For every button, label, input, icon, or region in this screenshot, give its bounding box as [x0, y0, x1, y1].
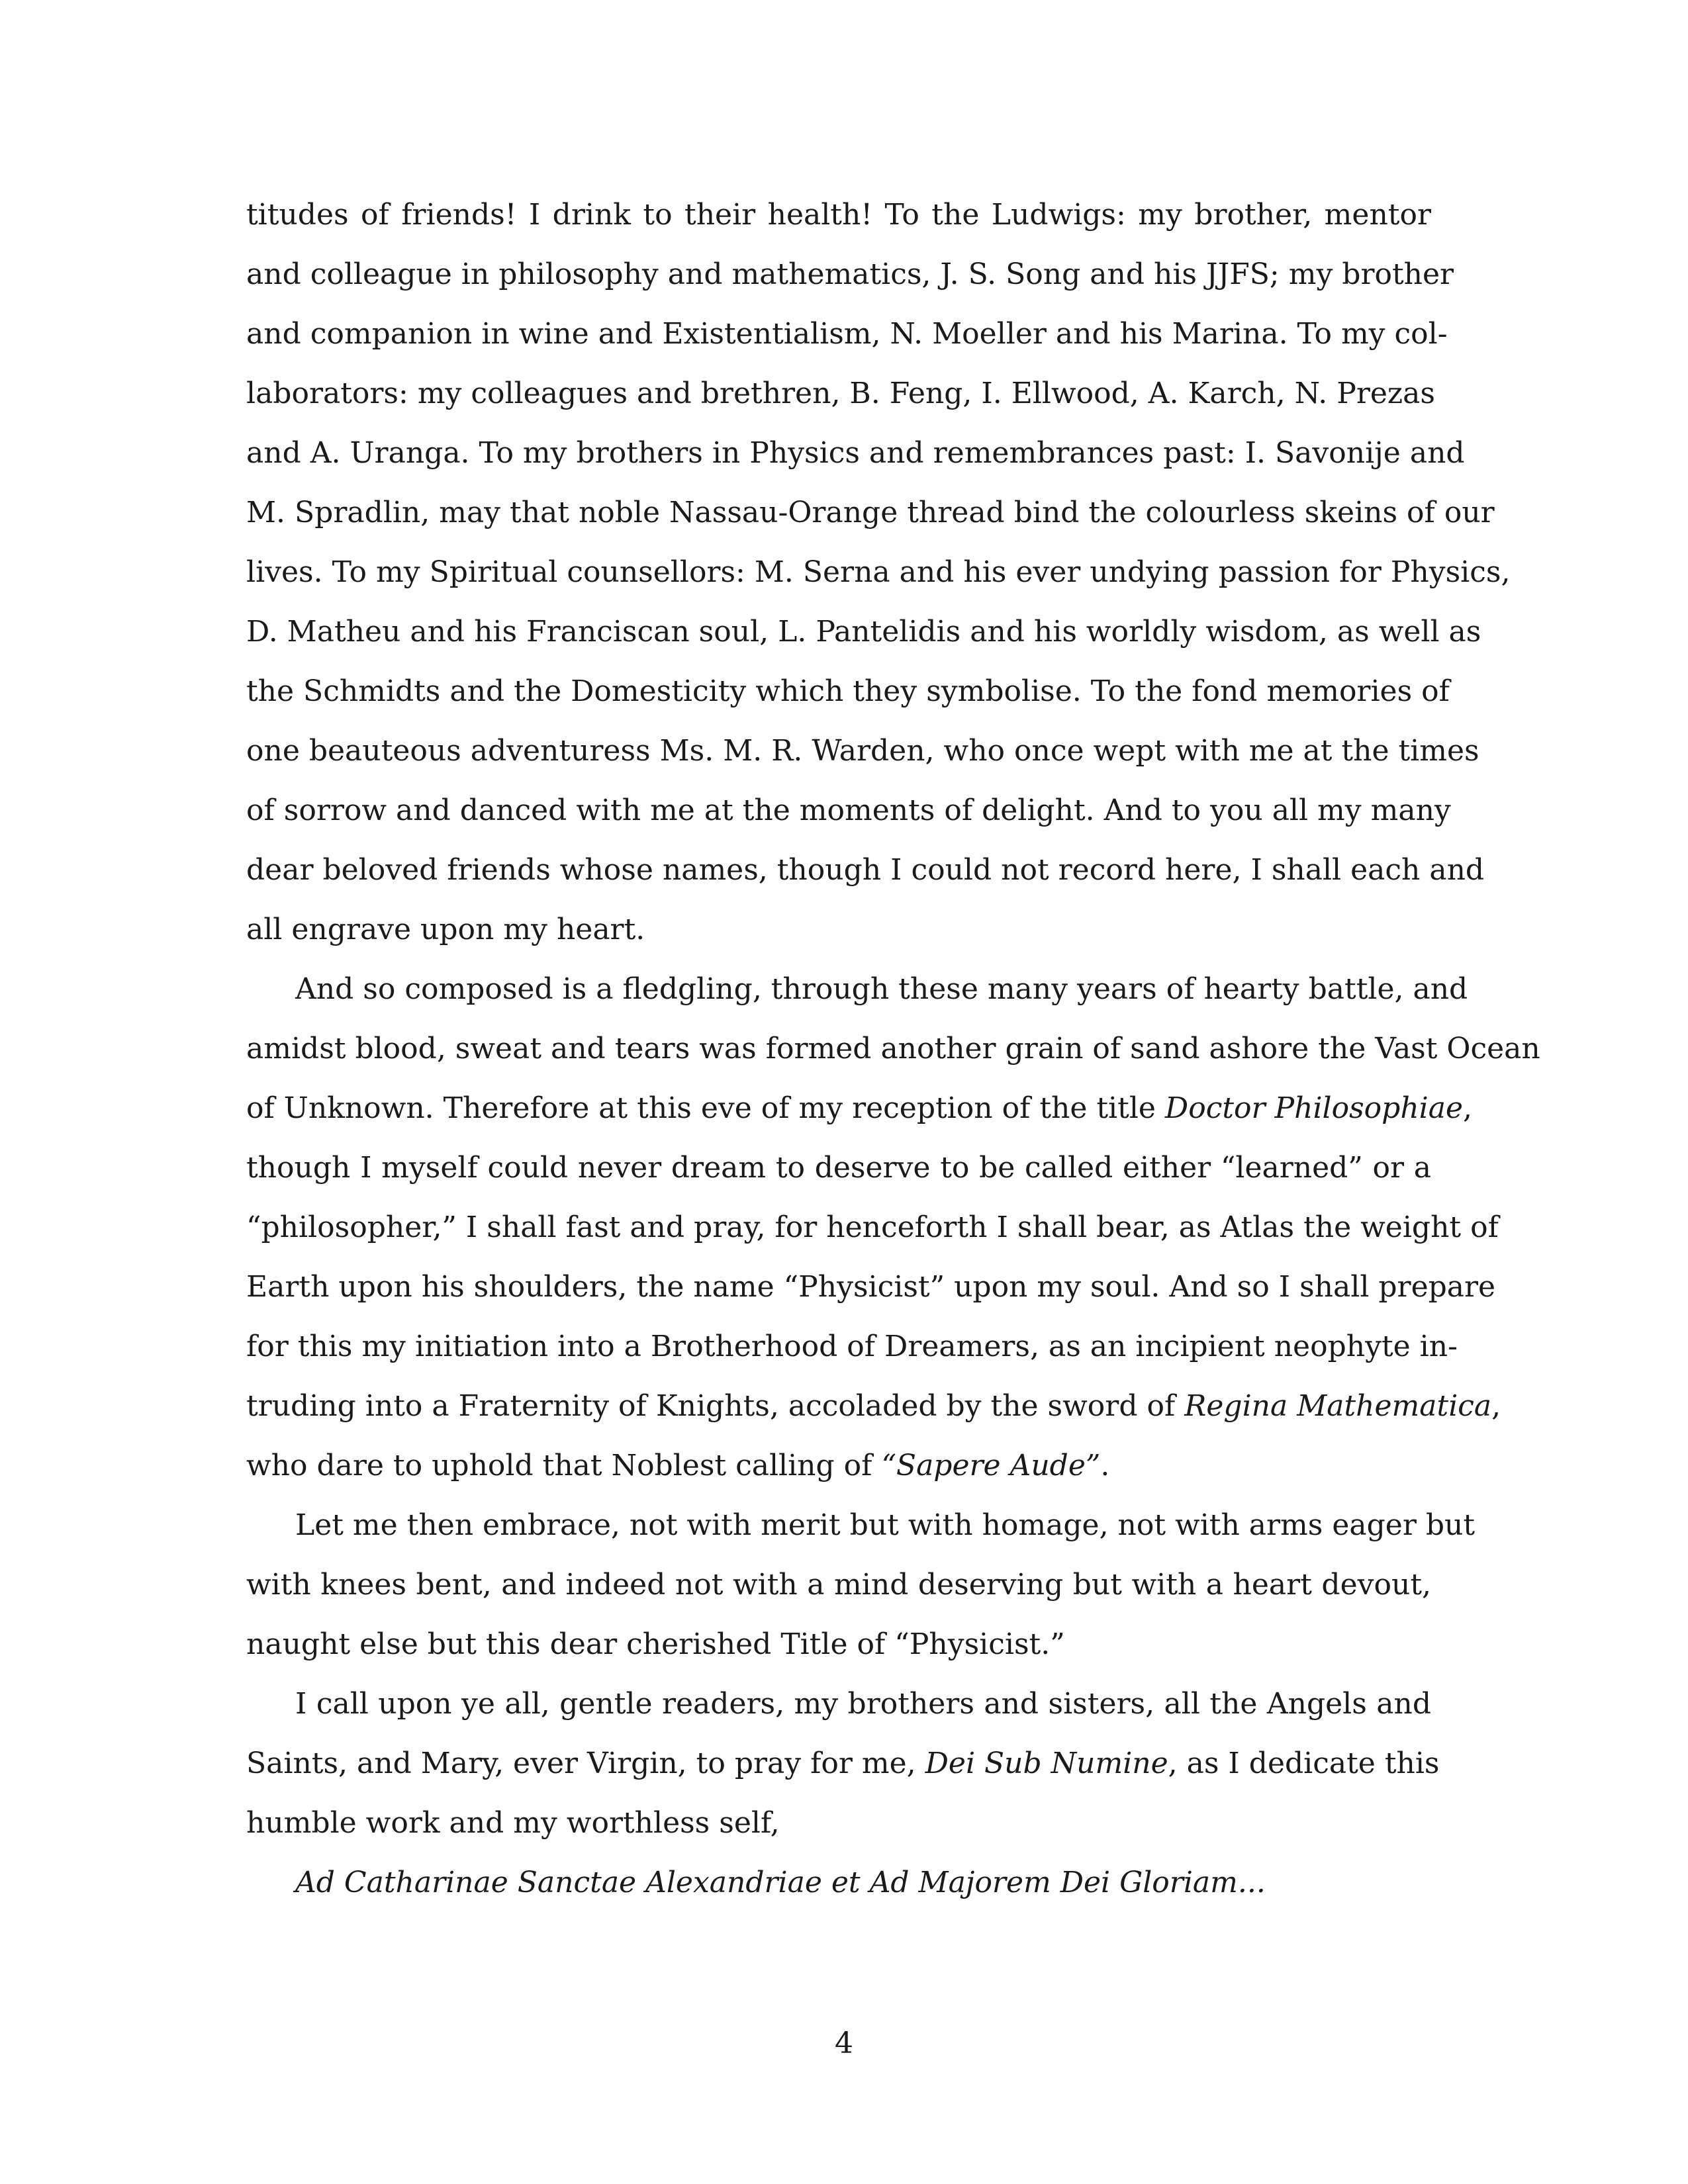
text-line [246, 1377, 1501, 1436]
text-line: for this my initiation into a Brotherhood of Dreamers, as an incipient neophyte in- [246, 1330, 1458, 1363]
document-page [246, 185, 1540, 1913]
text-line [246, 1734, 1440, 1794]
text-line: D. Matheu and his Franciscan soul, L. Pantelidis and his worldly wisdom, as well as [246, 615, 1481, 649]
closing-text: Ad Catharinae Sanctae Alexandriae et Ad Majorem Dei Gloriam... [295, 1866, 1266, 1899]
text-line: M. Spradlin, may that noble Nassau-Orange thread bind the colourless skeins of our [246, 496, 1495, 529]
paragraph-acknowledgements [246, 185, 1511, 960]
text-line: titudes of friends! I drink to their health! To the Ludwigs: my brother, mentor [246, 198, 1431, 232]
text-run: , [1463, 1091, 1473, 1125]
text-line: laborators: my colleagues and brethren, B. Feng, I. Ellwood, A. Karch, N. Prezas [246, 377, 1435, 410]
text-line: Let me then embrace, not with merit but with homage, not with arms eager but [295, 1508, 1476, 1542]
text-run: Saints, and Mary, ever Virgin, to pray for me, [246, 1747, 925, 1780]
paragraph-embrace [246, 1496, 1476, 1674]
text-line: the Schmidts and the Domesticity which they symbolise. To the fond memories of [246, 674, 1450, 708]
text-line: I call upon ye all, gentle readers, my brothers and sisters, all the Angels and [295, 1687, 1431, 1721]
text-line: amidst blood, sweat and tears was formed another grain of sand ashore the Vast Ocean [246, 1032, 1540, 1066]
text-line: one beauteous adventuress Ms. M. R. Warden, who once wept with me at the times [246, 734, 1479, 768]
text-line: of sorrow and danced with me at the moments of delight. And to you all my many [246, 794, 1451, 827]
text-line: dear beloved friends whose names, though I could not record here, I shall each and [246, 853, 1485, 887]
text-run: who dare to uphold that Noblest calling of [246, 1449, 882, 1482]
text-run: truding into a Fraternity of Knights, accoladed by the sword of [246, 1389, 1185, 1423]
text-line: with knees bent, and indeed not with a mind deserving but with a heart devout, [246, 1568, 1431, 1602]
emphasis-doctor-philosophiae: Doctor Philosophiae [1164, 1091, 1464, 1125]
closing-line [246, 1853, 1431, 1913]
text-line: “philosopher,” I shall fast and pray, for henceforth I shall bear, as Atlas the weight of [246, 1210, 1499, 1244]
paragraph-fledgling [246, 960, 1540, 1496]
paragraph-dedication [246, 1674, 1440, 1853]
text-run: , as I dedicate this [1168, 1747, 1440, 1780]
emphasis-dei-sub-numine: Dei Sub Numine [925, 1747, 1168, 1780]
text-line [246, 1436, 1431, 1496]
text-line [246, 1079, 1473, 1138]
text-line: lives. To my Spiritual counsellors: M. Serna and his ever undying passion for Physics, [246, 555, 1511, 589]
emphasis-regina-mathematica: Regina Mathematica [1184, 1389, 1492, 1423]
text-line: naught else but this dear cherished Title of “Physicist.” [246, 1627, 1065, 1661]
text-run: , [1491, 1389, 1501, 1423]
text-line: and companion in wine and Existentialism, N. Moeller and his Marina. To my col- [246, 317, 1448, 351]
page-number: 4 [835, 2026, 853, 2060]
text-line: all engrave upon my heart. [246, 913, 645, 946]
text-line: and A. Uranga. To my brothers in Physics and remembrances past: I. Savonije and [246, 436, 1465, 470]
text-line: and colleague in philosophy and mathematics, J. S. Song and his JJFS; my brother [246, 257, 1454, 291]
text-run: . [1100, 1449, 1110, 1482]
text-run: of Unknown. Therefore at this eve of my reception of the title [246, 1091, 1165, 1125]
text-line: Earth upon his shoulders, the name “Physicist” upon my soul. And so I shall prepare [246, 1270, 1496, 1304]
text-line: And so composed is a fledgling, through these many years of hearty battle, and [295, 972, 1468, 1006]
text-line: though I myself could never dream to deserve to be called either “learned” or a [246, 1151, 1431, 1185]
emphasis-sapere-aude: “Sapere Aude” [881, 1449, 1101, 1482]
text-line: humble work and my worthless self, [246, 1806, 780, 1840]
